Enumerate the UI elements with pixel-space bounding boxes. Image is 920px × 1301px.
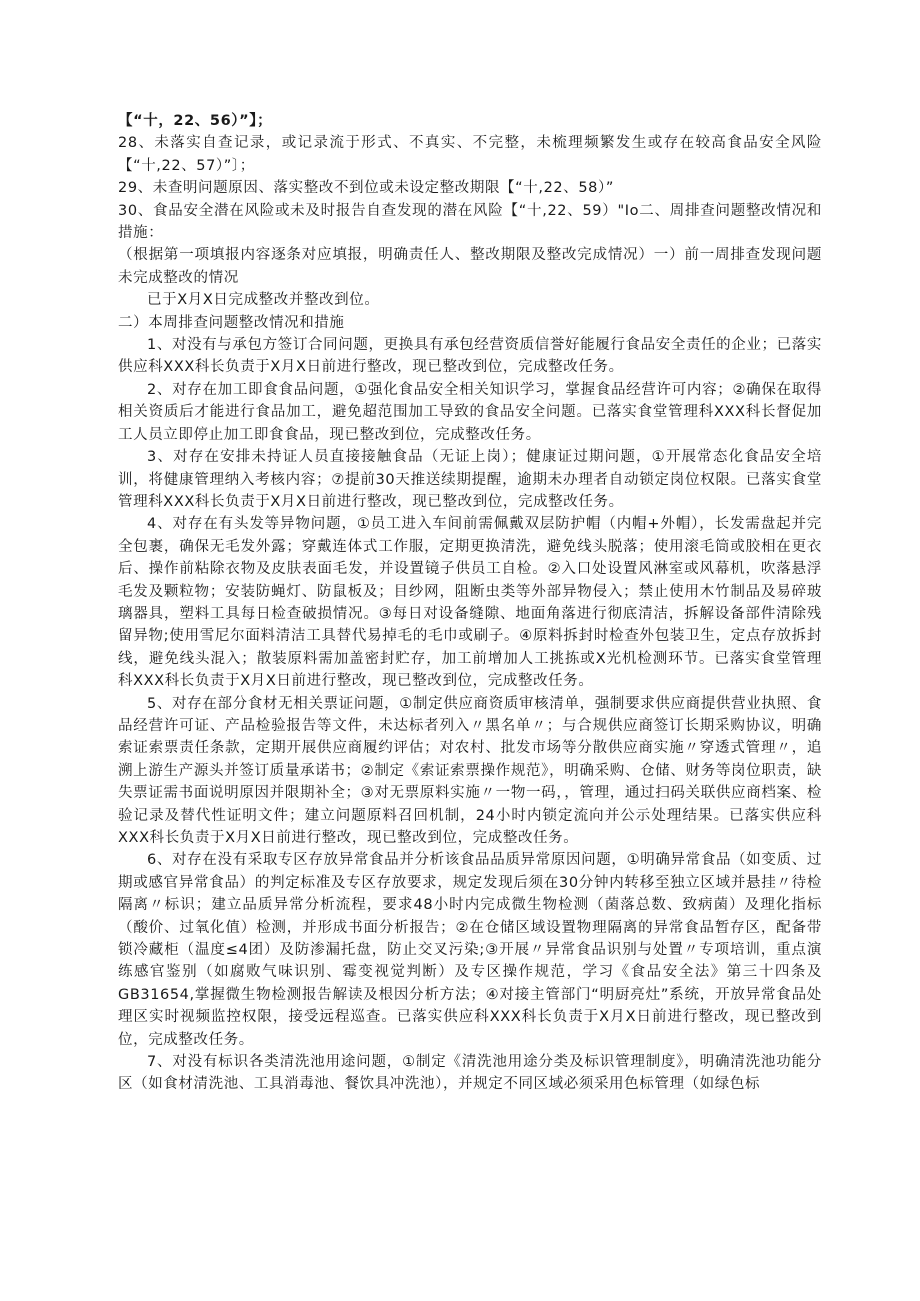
checklist-item-30: 30、食品安全潜在风险或未及时报告自查发现的潜在风险【“十,22、59）"Io二、周排查问题整改情况和措施：: [118, 202, 822, 242]
measure-item-2: 2、对存在加工即食食品问题，①强化食品安全相关知识学习，掌握食品经营许可内容；②确保在取得相关资质后才能进行食品加工，避免超范围加工导致的食品安全问题。已落实食堂管理科XXX科长督促加工人员立即停止加工即食食品，现已整改到位，完成整改任务。: [118, 381, 822, 443]
measure-item-3: 3、对存在安排未持证人员直接接触食品（无证上岗）；健康证过期问题，①开展常态化食品安全培训，将健康管理纳入考核内容；⑦提前30天推送续期提醒，逾期未办理者自动锁定岗位权限。已落实食堂管理科XXX科长负责于X月X日前进行整改，现已整改到位，完成整改任务。: [118, 449, 822, 510]
measure-item-7: 7、对没有标识各类清洗池用途问题，①制定《清洗池用途分类及标识管理制度》，明确清洗池功能分区（如食材清洗池、工具消毒池、餐饮具冲洗池），并规定不同区域必须采用色标管理（如绿色标: [118, 1054, 822, 1093]
prev-week-status: 已于X月X日完成整改并整改到位。: [147, 292, 380, 309]
instruction-note: （根据第一项填报内容逐条对应填报，明确责任人、整改期限及整改完成情况）一）前一周排查发现问题未完成整改的情况: [118, 247, 822, 286]
document-page: [118, 110, 822, 1096]
checklist-item-29: 29、未查明问题原因、落实整改不到位或未设定整改期限【“十,22、58）”: [118, 180, 614, 197]
section2-heading: 二）本周排查问题整改情况和措施: [118, 314, 345, 331]
measure-item-6: 6、对存在没有采取专区存放异常食品并分析该食品品质异常原因问题，①明确异常食品（如变质、过期或感官异常食品）的判定标准及专区存放要求，规定发现后须在30分钟内转移至独立区域并悬挂〃待检隔离〃标识；建立品质异常分析流程，要求48小时内完成微生物检测（菌落总数、致病菌）及理化指标（酸价、过氧化值）检测，并形成书面分析报告；②在仓储区域设置物理隔离的异常食品暂存区，配备带锁冷藏柜（温度≤4团）及防渗漏托盘，防止交叉污染;③开展〃异常食品识别与处置〃专项培训，重点演练感官鉴别（如腐败气味识别、霉变视觉判断）及专区操作规范，学习《食品安全法》第三十四条及GB31654,掌握微生物检测报告解读及根因分析方法；④对接主管部门“明厨亮灶”系统，开放异常食品处理区实时视频监控权限，接受远程巡查。已落实供应科XXX科长负责于X月X日前进行整改，现已整改到位，完成整改任务。: [118, 852, 822, 1048]
measure-item-5: 5、对存在部分食材无相关票证问题，①制定供应商资质审核清单，强制要求供应商提供营业执照、食品经营许可证、产品检验报告等文件，未达标者列入〃黑名单〃；与合规供应商签订长期采购协议，明确索证索票责任条款，定期开展供应商履约评估；对农村、批发市场等分散供应商实施〃穿透式管理〃，追溯上游生产源头并签订质量承诺书；②制定《索证索票操作规范》，明确采购、仓储、财务等岗位职责，缺失票证需书面说明原因并限期补全；③对无票原料实施〃一物一码，，管理，通过扫码关联供应商档案、检验记录及替代性证明文件；建立问题原料召回机制，24小时内锁定流向并公示处理结果。已落实供应科XXX科长负责于X月X日前进行整改，现已整改到位，完成整改任务。: [118, 695, 822, 846]
measure-item-1: 1、对没有与承包方签订合同问题，更换具有承包经营资质信誉好能履行食品安全责任的企业；已落实供应科XXX科长负责于X月X日前进行整改，现已整改到位，完成整改任务。: [118, 337, 822, 376]
measure-item-4: 4、对存在有头发等异物问题，①员工进入车间前需佩戴双层防护帽（内帽+外帽），长发需盘起并完全包裹，确保无毛发外露；穿戴连体式工作服，定期更换清洗，避免线头脱落；使用滚毛筒或胶相在更衣后、操作前粘除衣物及皮肤表面毛发，并设置镜子供员工自检。②入口处设置风淋室或风幕机，吹落悬浮毛发及颗粒物；安装防蝇灯、防鼠板及；目纱网，阻断虫类等外部异物侵入；禁止使用木竹制品及易碎玻璃器具，塑料工具每日检查破损情况。③每日对设备缝隙、地面角落进行彻底清洁，拆解设备部件清除残留异物;使用雪尼尔面料清洁工具替代易掉毛的毛巾或刷子。④原料拆封时检查外包装卫生，定点存放拆封线，避免线头混入；散装原料需加盖密封贮存，加工前增加人工挑拣或X光机检测环节。已落实食堂管理科XXX科长负责于X月X日前进行整改，现已整改到位，完成整改任务。: [118, 516, 822, 690]
checklist-item-28: 28、未落实自查记录，或记录流于形式、不真实、不完整，未梳理频繁发生或存在较高食品安全风险【“十,22、57）”〕；: [118, 135, 822, 174]
checklist-item-56: 【“十，22、56）”】；: [118, 113, 273, 129]
